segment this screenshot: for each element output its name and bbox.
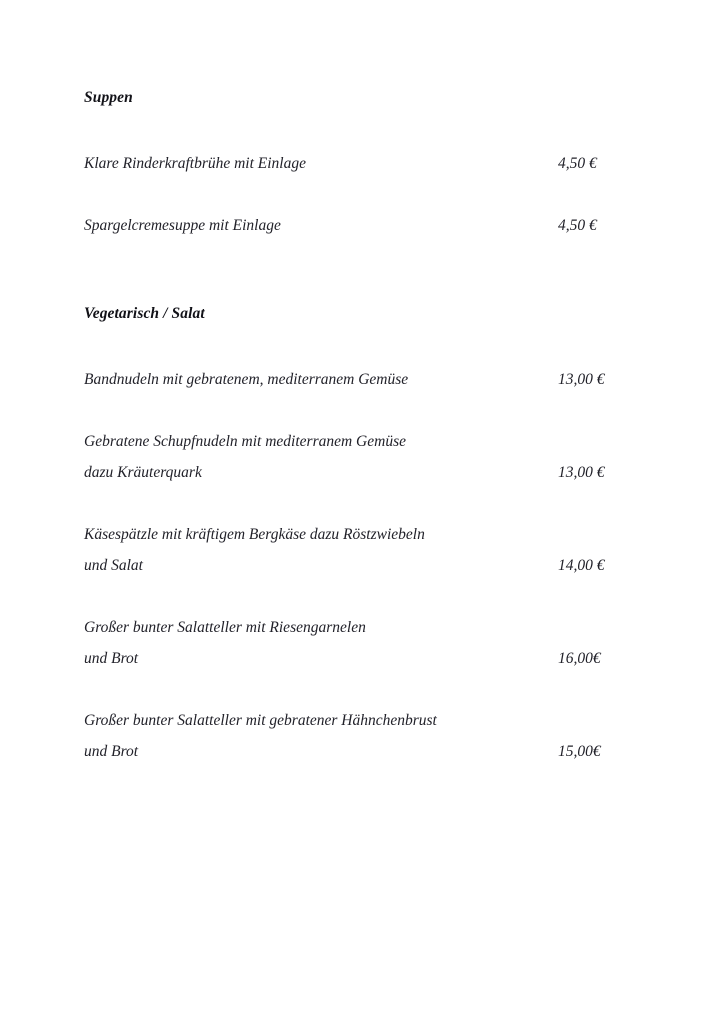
menu-item-description-line: dazu Kräuterquark (84, 464, 202, 481)
menu-item-description (84, 148, 554, 179)
menu-item-description (84, 210, 554, 241)
menu-section (84, 88, 640, 241)
menu-item-description-line: Großer bunter Salatteller mit Riesengarnelen (84, 619, 366, 636)
menu-item (84, 210, 640, 241)
menu-item-description-line: und Brot (84, 743, 139, 760)
menu-item-description (84, 705, 554, 767)
menu-item (84, 364, 640, 395)
menu-item-description (84, 519, 554, 581)
menu-item-description-line: Gebratene Schupfnudeln mit mediterranem Gemüse (84, 433, 406, 450)
section-title: Suppen (84, 89, 133, 106)
menu-item-price: 16,00€ (558, 650, 601, 667)
menu-item-price: 13,00 € (558, 371, 605, 388)
menu-item-price: 4,50 € (558, 155, 597, 172)
menu-item-price: 13,00 € (558, 464, 605, 481)
menu-item-description (84, 426, 554, 488)
menu-content (84, 88, 640, 767)
menu-item-description-line: Klare Rinderkraftbrühe mit Einlage (84, 155, 306, 172)
menu-item (84, 426, 640, 488)
menu-item (84, 612, 640, 674)
menu-item-description-line: Bandnudeln mit gebratenem, mediterranem Gemüse (84, 371, 409, 388)
menu-item-price: 15,00€ (558, 743, 601, 760)
menu-item-price: 4,50 € (558, 217, 597, 234)
menu-item (84, 705, 640, 767)
menu-section (84, 304, 640, 767)
menu-item-price: 14,00 € (558, 557, 605, 574)
menu-item-description (84, 612, 554, 674)
menu-item-description-line: und Salat (84, 557, 143, 574)
menu-item (84, 148, 640, 179)
menu-item-description (84, 364, 554, 395)
menu-item (84, 519, 640, 581)
section-title: Vegetarisch / Salat (84, 305, 205, 322)
menu-item-description-line: Großer bunter Salatteller mit gebratener Hähnchenbrust (84, 712, 437, 729)
menu-item-description-line: und Brot (84, 650, 139, 667)
menu-item-description-line: Käsespätzle mit kräftigem Bergkäse dazu Röstzwiebeln (84, 526, 425, 543)
menu-item-description-line: Spargelcremesuppe mit Einlage (84, 217, 281, 234)
